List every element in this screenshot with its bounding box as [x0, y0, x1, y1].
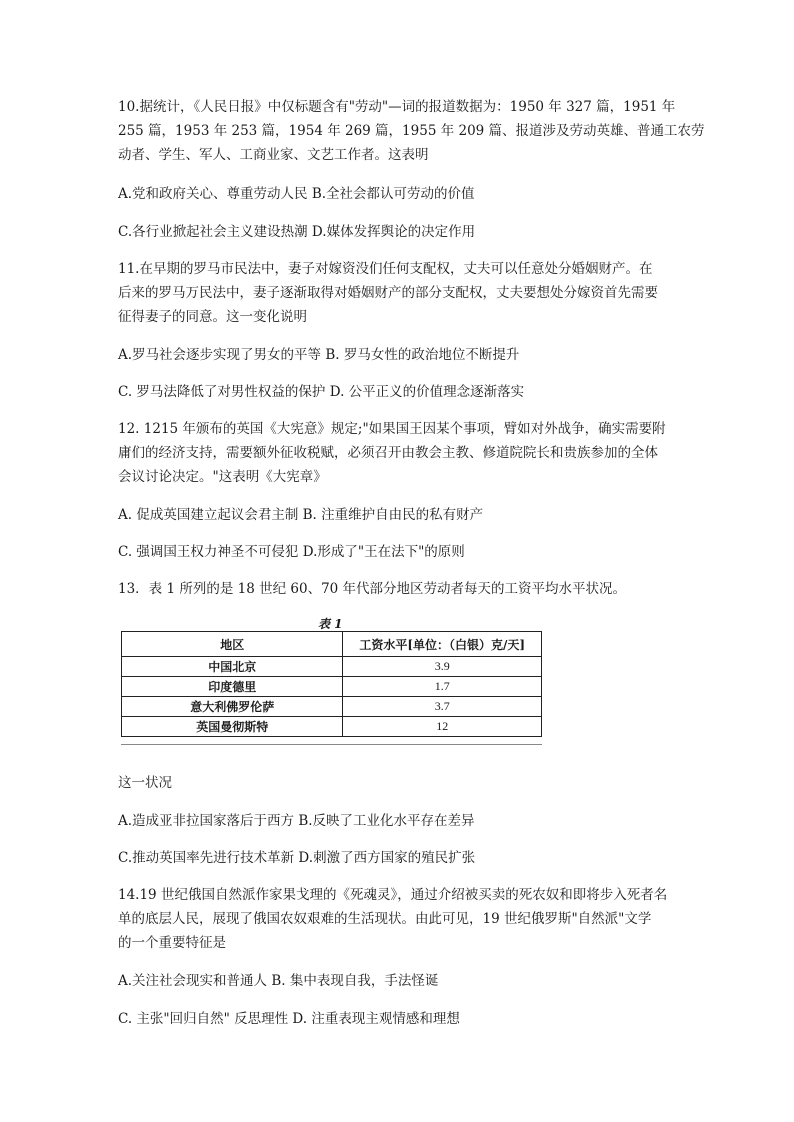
wage-cell: 3.9 [343, 657, 542, 677]
question-line: 10.据统计，《人民日报》中仅标题含有"劳动"—词的报道数据为：1950 年 327 篇，1951 年 [118, 99, 676, 115]
question-line: 的一个重要特征是 [118, 935, 226, 951]
column-header-region: 地区 [122, 632, 343, 657]
question-line: 庸们的经济支持，需要额外征收税赋，必须召开由教会主教、修道院院长和贵族参加的全体 [118, 445, 658, 461]
question-14-option-ab: A.关注社会现实和普通人 B. 集中表现自我，手法怪诞 [118, 973, 439, 989]
question-10-option-cd: C.各行业掀起社会主义建设热潮 D.媒体发挥舆论的决定作用 [118, 224, 476, 240]
question-11-option-ab: A.罗马社会逐步实现了男女的平等 B. 罗马女性的政治地位不断提升 [118, 347, 520, 363]
question-13-option-cd: C.推动英国率先进行技术革新 D.刺激了西方国家的殖民扩张 [118, 850, 476, 866]
table-header-row [122, 632, 542, 657]
question-13-stem [118, 577, 678, 601]
question-line: 后来的罗马万民法中，妻子逐渐取得对婚姻财产的部分支配权，丈夫要想处分嫁资首先需要 [118, 285, 658, 301]
wage-cell: 3.7 [343, 697, 542, 717]
question-line: 13．表 1 所列的是 18 世纪 60、70 年代部分地区劳动者每天的工资平均水平状况。 [118, 581, 627, 597]
question-line: 11.在早期的罗马市民法中，妻子对嫁资没们任何支配权，丈夫可以任意处分婚姻财产。在 [118, 261, 653, 277]
question-12-stem [118, 417, 678, 489]
table-title: 表 1 [318, 617, 343, 631]
column-header-wage: 工资水平[单位：（白银）克/天] [343, 632, 542, 657]
question-10-stem [118, 95, 705, 167]
table-bottom-edge [121, 744, 542, 745]
question-12-option-cd: C. 强调国王权力神圣不可侵犯 D.形成了"王在法下"的原则 [118, 544, 465, 560]
question-line: 255 篇，1953 年 253 篇，1954 年 269 篇，1955 年 209 篇、报道涉及劳动英雄、普通工农劳 [118, 123, 705, 139]
region-cell: 英国曼彻斯特 [122, 717, 343, 737]
wage-cell: 1.7 [343, 677, 542, 697]
region-cell: 中国北京 [122, 657, 343, 677]
table-row [122, 717, 542, 737]
question-11-stem [118, 257, 678, 329]
question-12-option-ab: A. 促成英国建立起议会君主制 B. 注重维护自由民的私有财产 [118, 507, 484, 523]
region-cell: 意大利佛罗伦萨 [122, 697, 343, 717]
question-line: 12. 1215 年颁布的英国《大宪意》规定;"如果国王因某个事项，臂如对外战争，确实需要附 [118, 421, 666, 437]
wage-cell: 12 [343, 717, 542, 737]
question-10-option-ab: A.党和政府关心、尊重劳动人民 B.全社会都认可劳动的价值 [118, 186, 475, 202]
question-line: 征得妻子的同意。这一变化说明 [118, 309, 307, 325]
question-14-option-cd: C. 主张"回归自然" 反思理性 D. 注重表现主观情感和理想 [118, 1011, 460, 1027]
question-line: 单的底层人民，展现了俄国农奴艰难的生活现状。由此可见，19 世纪俄罗斯"自然派"文学 [118, 911, 652, 927]
question-line: 14.19 世纪俄国自然派作家果戈理的《死魂灵》，通过介绍被买卖的死农奴和即将步入死者名 [118, 887, 668, 903]
table-row [122, 677, 542, 697]
region-cell: 印度德里 [122, 677, 343, 697]
table-row [122, 657, 542, 677]
wage-table [121, 631, 542, 737]
table-row [122, 697, 542, 717]
question-line: 会议讨论决定。"这表明《大宪章》 [118, 469, 327, 485]
question-11-option-cd: C. 罗马法降低了对男性权益的保护 D. 公平正义的价值理念逐渐落实 [118, 384, 525, 400]
question-13-followup: 这一状况 [118, 775, 172, 791]
question-line: 动者、学生、军人、工商业家、文艺工作者。这表明 [118, 147, 429, 163]
question-14-stem [118, 883, 678, 955]
question-13-option-ab: A.造成亚非拉国家落后于西方 B.反映了工业化水平存在差异 [118, 813, 475, 829]
